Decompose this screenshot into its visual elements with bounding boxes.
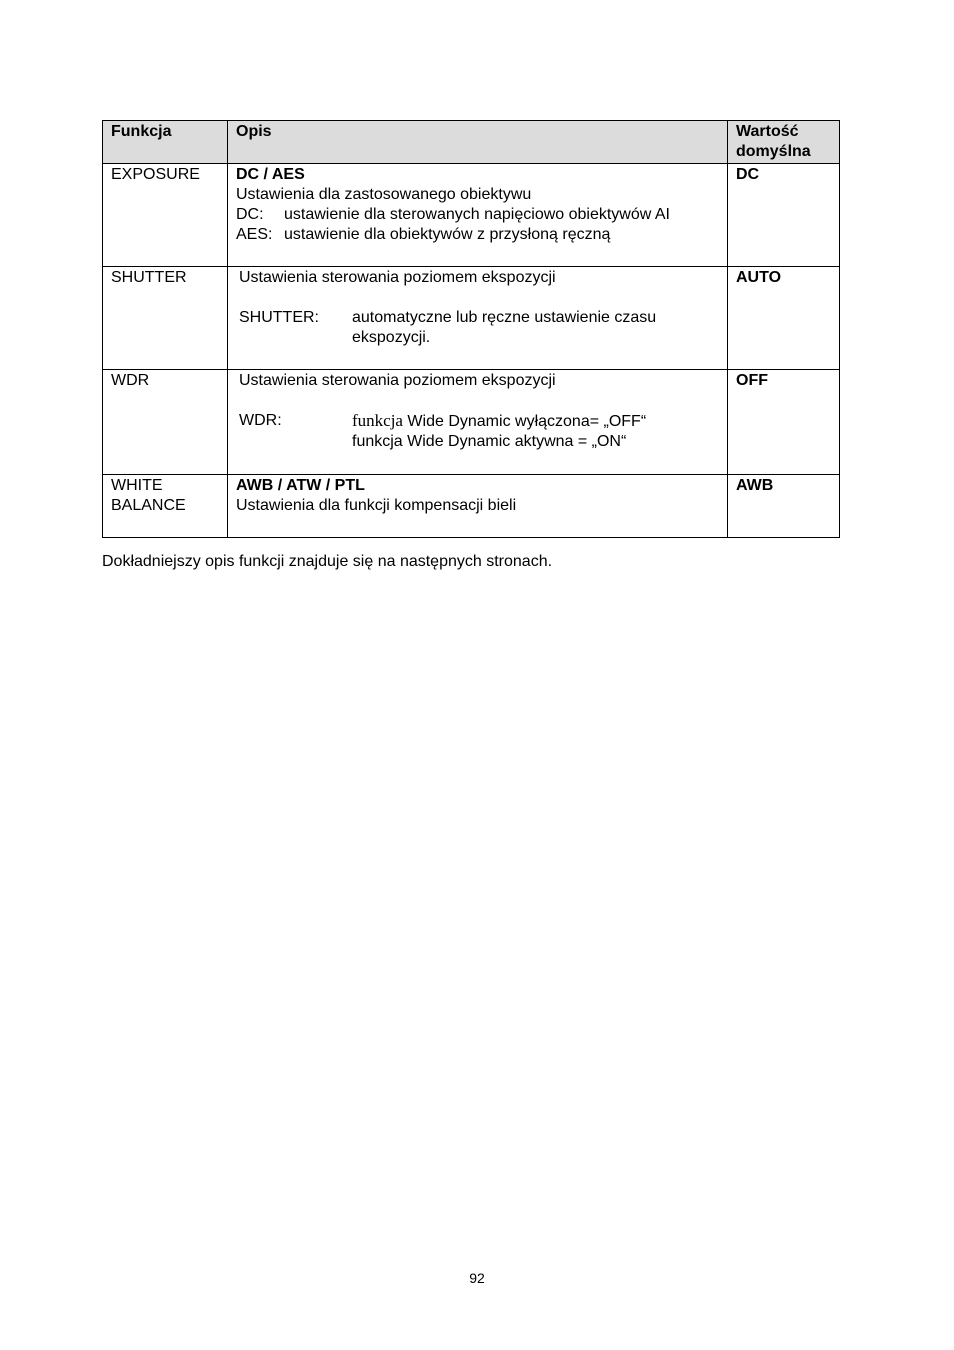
function-cell: SHUTTER [103,267,228,370]
description-title: DC / AES [236,166,305,183]
option-key: WDR: [239,412,282,429]
option-value-word: funkcja [352,411,403,430]
table-header-row [103,121,840,164]
option-item [236,411,719,452]
header-function: Funkcja [103,121,228,164]
function-cell [103,475,228,538]
function-cell: EXPOSURE [103,164,228,267]
description-text: Ustawienia dla funkcji kompensacji bieli [236,497,517,514]
default-value-cell: OFF [728,370,840,475]
header-description: Opis [228,121,728,164]
option-item [236,225,719,245]
function-line: BALANCE [111,497,186,514]
description-cell [228,370,728,475]
description-text: Ustawienia dla zastosowanego obiektywu [236,186,532,203]
option-value-rest: Wide Dynamic wyłączona= „OFF“ [402,413,647,430]
header-default-value: Wartość domyślna [728,121,840,164]
function-cell: WDR [103,370,228,475]
default-value-cell: AWB [728,475,840,538]
option-key: DC: [236,206,264,223]
footnote-text: Dokładniejszy opis funkcji znajduje się na następnych stronach. [102,553,553,570]
option-value: ustawienie dla obiektywów z przysłoną ręczną [284,226,611,243]
table-row [103,370,840,475]
option-value [352,411,646,452]
function-table [102,120,840,538]
option-item [236,205,719,225]
page-number: 92 [469,1270,485,1286]
table-row [103,475,840,538]
function-line: WHITE [111,477,163,494]
description-cell [228,475,728,538]
table-row [103,267,840,370]
default-value-cell: DC [728,164,840,267]
table-row [103,164,840,267]
description-text: Ustawienia sterowania poziomem ekspozycji [239,269,556,286]
option-value-line2: funkcja Wide Dynamic aktywna = „ON“ [352,433,627,450]
option-item [236,308,719,348]
option-key: SHUTTER: [239,309,319,326]
description-cell [228,267,728,370]
description-text: Ustawienia sterowania poziomem ekspozycji [239,372,556,389]
option-value: automatyczne lub ręczne ustawienie czasu ekspozycji. [352,309,657,346]
description-title: AWB / ATW / PTL [236,477,365,494]
default-value-cell: AUTO [728,267,840,370]
option-key: AES: [236,226,273,243]
description-cell [228,164,728,267]
option-value: ustawienie dla sterowanych napięciowo obiektywów AI [284,206,670,223]
